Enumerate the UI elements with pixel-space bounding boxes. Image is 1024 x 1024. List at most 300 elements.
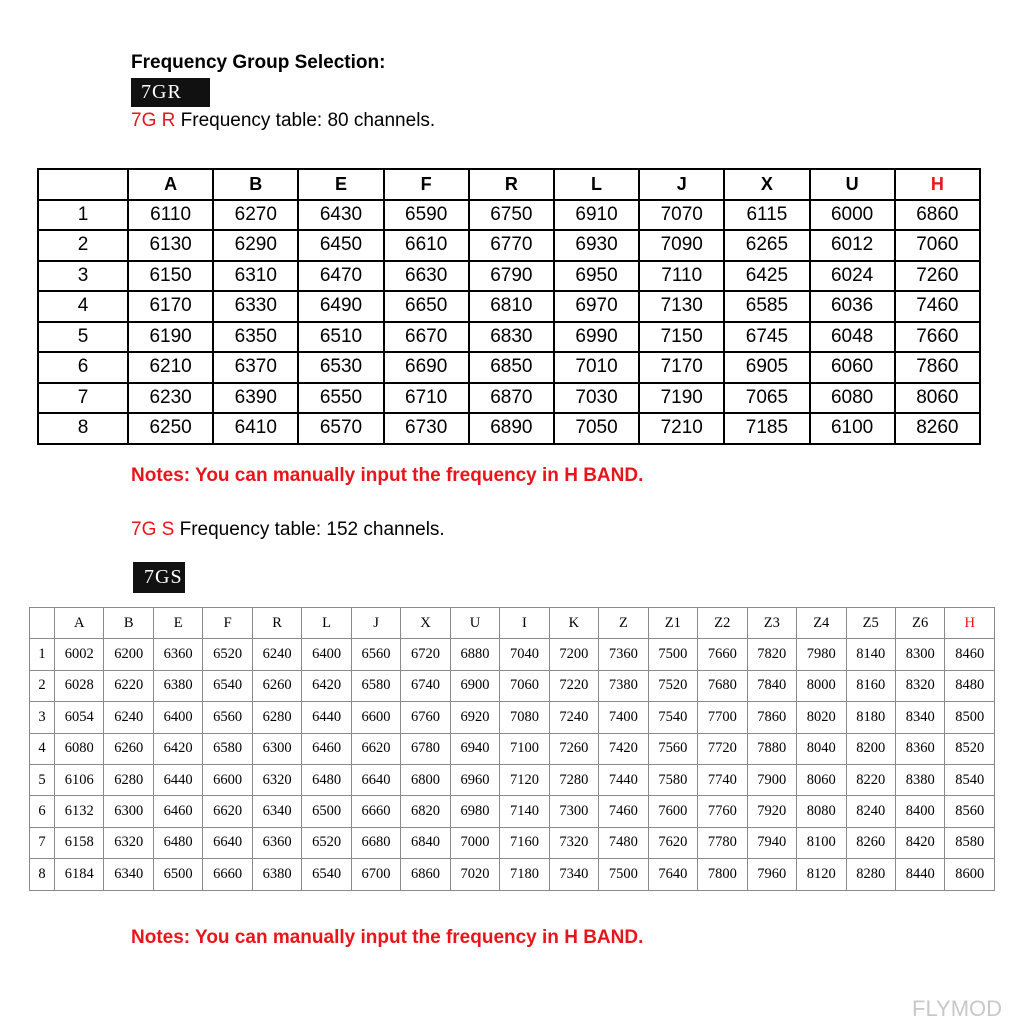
- frequency-cell: 6390: [213, 383, 298, 414]
- table-row: [30, 639, 995, 670]
- frequency-cell: 8000: [797, 670, 846, 701]
- table-row: [30, 827, 995, 858]
- frequency-cell: 6700: [351, 859, 400, 890]
- frequency-cell: 8540: [945, 764, 995, 795]
- column-header-z3: Z3: [747, 608, 796, 639]
- frequency-cell: 6440: [153, 764, 202, 795]
- frequency-cell: 8320: [895, 670, 944, 701]
- frequency-cell: 6106: [55, 764, 104, 795]
- column-header-b: B: [213, 169, 298, 200]
- frequency-cell: 6520: [203, 639, 252, 670]
- frequency-cell: 6450: [298, 230, 383, 261]
- frequency-cell: 7260: [549, 733, 598, 764]
- table-row: [38, 352, 980, 383]
- frequency-cell: 7060: [895, 230, 980, 261]
- frequency-cell: 6490: [298, 291, 383, 322]
- frequency-cell: 7380: [599, 670, 648, 701]
- frequency-cell: 8260: [846, 827, 895, 858]
- frequency-cell: 6425: [724, 261, 809, 292]
- frequency-cell: 8040: [797, 733, 846, 764]
- frequency-cell: 6930: [554, 230, 639, 261]
- frequency-cell: 6150: [128, 261, 213, 292]
- frequency-cell: 8260: [895, 413, 980, 444]
- column-header-k: K: [549, 608, 598, 639]
- frequency-cell: 6000: [810, 200, 895, 231]
- frequency-cell: 6290: [213, 230, 298, 261]
- frequency-cell: 6950: [554, 261, 639, 292]
- frequency-cell: 6820: [401, 796, 450, 827]
- frequency-cell: 6370: [213, 352, 298, 383]
- frequency-cell: 7020: [450, 859, 499, 890]
- frequency-cell: 6470: [298, 261, 383, 292]
- frequency-cell: 6690: [384, 352, 469, 383]
- frequency-cell: 6320: [104, 827, 153, 858]
- frequency-cell: 7280: [549, 764, 598, 795]
- frequency-cell: 6770: [469, 230, 554, 261]
- frequency-cell: 6610: [384, 230, 469, 261]
- frequency-cell: 6012: [810, 230, 895, 261]
- frequency-cell: 7660: [698, 639, 747, 670]
- frequency-cell: 6540: [302, 859, 351, 890]
- frequency-cell: 8480: [945, 670, 995, 701]
- frequency-cell: 6585: [724, 291, 809, 322]
- frequency-cell: 6880: [450, 639, 499, 670]
- frequency-cell: 6640: [351, 764, 400, 795]
- column-header-z5: Z5: [846, 608, 895, 639]
- table-row: [38, 200, 980, 231]
- table-row: [30, 796, 995, 827]
- frequency-cell: 6360: [252, 827, 301, 858]
- frequency-cell: 7420: [599, 733, 648, 764]
- frequency-cell: 6520: [302, 827, 351, 858]
- frequency-cell: 8380: [895, 764, 944, 795]
- frequency-cell: 6260: [104, 733, 153, 764]
- frequency-cell: 8520: [945, 733, 995, 764]
- frequency-cell: 7900: [747, 764, 796, 795]
- frequency-cell: 6840: [401, 827, 450, 858]
- frequency-cell: 6270: [213, 200, 298, 231]
- frequency-cell: 7130: [639, 291, 724, 322]
- band-r-badge: 7GR: [131, 78, 210, 107]
- frequency-cell: 7720: [698, 733, 747, 764]
- column-header-f: F: [384, 169, 469, 200]
- frequency-cell: 6900: [450, 670, 499, 701]
- frequency-cell: 7700: [698, 702, 747, 733]
- frequency-cell: 6460: [302, 733, 351, 764]
- frequency-cell: 6790: [469, 261, 554, 292]
- frequency-cell: 7110: [639, 261, 724, 292]
- frequency-cell: 6400: [153, 702, 202, 733]
- channel-number-cell: 8: [38, 413, 128, 444]
- header-corner-cell: [30, 608, 55, 639]
- frequency-cell: 6158: [55, 827, 104, 858]
- frequency-cell: 6260: [252, 670, 301, 701]
- frequency-cell: 6670: [384, 322, 469, 353]
- frequency-cell: 6440: [302, 702, 351, 733]
- frequency-cell: 6130: [128, 230, 213, 261]
- frequency-cell: 7080: [500, 702, 549, 733]
- frequency-cell: 7460: [599, 796, 648, 827]
- frequency-cell: 6780: [401, 733, 450, 764]
- column-header-e: E: [298, 169, 383, 200]
- frequency-cell: 8440: [895, 859, 944, 890]
- column-header-r: R: [252, 608, 301, 639]
- band-s-title: [131, 519, 445, 541]
- table-row: [38, 383, 980, 414]
- frequency-cell: 8400: [895, 796, 944, 827]
- frequency-cell: 7760: [698, 796, 747, 827]
- band-s-frequency-table: [29, 607, 995, 891]
- column-header-i: I: [500, 608, 549, 639]
- frequency-cell: 7500: [648, 639, 697, 670]
- frequency-cell: 6028: [55, 670, 104, 701]
- column-header-a: A: [128, 169, 213, 200]
- column-header-z4: Z4: [797, 608, 846, 639]
- frequency-cell: 6110: [128, 200, 213, 231]
- column-header-l: L: [302, 608, 351, 639]
- frequency-cell: 8360: [895, 733, 944, 764]
- frequency-cell: 6560: [351, 639, 400, 670]
- frequency-cell: 6710: [384, 383, 469, 414]
- frequency-cell: 7520: [648, 670, 697, 701]
- frequency-cell: 8120: [797, 859, 846, 890]
- frequency-cell: 6100: [810, 413, 895, 444]
- frequency-cell: 6800: [401, 764, 450, 795]
- frequency-cell: 6510: [298, 322, 383, 353]
- frequency-cell: 7920: [747, 796, 796, 827]
- frequency-cell: 6360: [153, 639, 202, 670]
- frequency-cell: 7070: [639, 200, 724, 231]
- frequency-cell: 8500: [945, 702, 995, 733]
- frequency-cell: 6890: [469, 413, 554, 444]
- frequency-cell: 7320: [549, 827, 598, 858]
- frequency-cell: 7030: [554, 383, 639, 414]
- frequency-cell: 6036: [810, 291, 895, 322]
- frequency-cell: 6600: [203, 764, 252, 795]
- frequency-cell: 6640: [203, 827, 252, 858]
- frequency-cell: 6280: [104, 764, 153, 795]
- frequency-cell: 6002: [55, 639, 104, 670]
- frequency-cell: 6870: [469, 383, 554, 414]
- channel-number-cell: 8: [30, 859, 55, 890]
- frequency-cell: 8060: [895, 383, 980, 414]
- frequency-cell: 6540: [203, 670, 252, 701]
- frequency-cell: 6980: [450, 796, 499, 827]
- frequency-cell: 7160: [500, 827, 549, 858]
- column-header-z1: Z1: [648, 608, 697, 639]
- frequency-cell: 6650: [384, 291, 469, 322]
- channel-number-cell: 3: [30, 702, 55, 733]
- column-header-u: U: [810, 169, 895, 200]
- frequency-cell: 7540: [648, 702, 697, 733]
- frequency-cell: 7360: [599, 639, 648, 670]
- frequency-cell: 6420: [302, 670, 351, 701]
- frequency-cell: 8060: [797, 764, 846, 795]
- frequency-cell: 6480: [153, 827, 202, 858]
- channel-number-cell: 6: [30, 796, 55, 827]
- table-row: [30, 702, 995, 733]
- frequency-cell: 6970: [554, 291, 639, 322]
- frequency-cell: 7340: [549, 859, 598, 890]
- frequency-cell: 8300: [895, 639, 944, 670]
- frequency-cell: 6530: [298, 352, 383, 383]
- column-header-e: E: [153, 608, 202, 639]
- frequency-cell: 7150: [639, 322, 724, 353]
- frequency-cell: 6760: [401, 702, 450, 733]
- frequency-cell: 8420: [895, 827, 944, 858]
- frequency-cell: 6048: [810, 322, 895, 353]
- frequency-cell: 6550: [298, 383, 383, 414]
- frequency-cell: 7620: [648, 827, 697, 858]
- channel-number-cell: 1: [30, 639, 55, 670]
- frequency-cell: 7185: [724, 413, 809, 444]
- channel-number-cell: 5: [30, 764, 55, 795]
- frequency-cell: 7600: [648, 796, 697, 827]
- column-header-z6: Z6: [895, 608, 944, 639]
- frequency-cell: 7140: [500, 796, 549, 827]
- column-header-x: X: [724, 169, 809, 200]
- frequency-cell: 6580: [351, 670, 400, 701]
- frequency-cell: 8460: [945, 639, 995, 670]
- frequency-cell: 6132: [55, 796, 104, 827]
- table-header-row: [38, 169, 980, 200]
- table-row: [38, 261, 980, 292]
- frequency-cell: 7010: [554, 352, 639, 383]
- channel-number-cell: 4: [30, 733, 55, 764]
- frequency-cell: 7560: [648, 733, 697, 764]
- frequency-cell: 6905: [724, 352, 809, 383]
- header-corner-cell: [38, 169, 128, 200]
- frequency-cell: 8340: [895, 702, 944, 733]
- frequency-cell: 7300: [549, 796, 598, 827]
- channel-number-cell: 7: [30, 827, 55, 858]
- frequency-cell: 7880: [747, 733, 796, 764]
- frequency-cell: 6910: [554, 200, 639, 231]
- column-header-z: Z: [599, 608, 648, 639]
- frequency-cell: 7260: [895, 261, 980, 292]
- frequency-cell: 6600: [351, 702, 400, 733]
- frequency-cell: 7820: [747, 639, 796, 670]
- column-header-f: F: [203, 608, 252, 639]
- frequency-cell: 8220: [846, 764, 895, 795]
- frequency-cell: 6560: [203, 702, 252, 733]
- frequency-cell: 6265: [724, 230, 809, 261]
- frequency-cell: 6460: [153, 796, 202, 827]
- frequency-cell: 7200: [549, 639, 598, 670]
- channel-number-cell: 4: [38, 291, 128, 322]
- frequency-cell: 6620: [203, 796, 252, 827]
- frequency-cell: 6300: [104, 796, 153, 827]
- frequency-cell: 6080: [55, 733, 104, 764]
- column-header-a: A: [55, 608, 104, 639]
- frequency-cell: 6240: [252, 639, 301, 670]
- frequency-cell: 6240: [104, 702, 153, 733]
- table-row: [30, 733, 995, 764]
- band-r-frequency-table: [37, 168, 981, 445]
- frequency-cell: 8560: [945, 796, 995, 827]
- frequency-cell: 6340: [252, 796, 301, 827]
- frequency-cell: 7120: [500, 764, 549, 795]
- channel-number-cell: 2: [38, 230, 128, 261]
- frequency-cell: 6330: [213, 291, 298, 322]
- frequency-cell: 6990: [554, 322, 639, 353]
- frequency-cell: 6060: [810, 352, 895, 383]
- column-header-h: H: [945, 608, 995, 639]
- frequency-cell: 7400: [599, 702, 648, 733]
- frequency-cell: 6500: [153, 859, 202, 890]
- frequency-cell: 7860: [895, 352, 980, 383]
- band-r-title-prefix: 7G R: [131, 110, 176, 131]
- frequency-cell: 6630: [384, 261, 469, 292]
- frequency-cell: 6590: [384, 200, 469, 231]
- frequency-cell: 6170: [128, 291, 213, 322]
- frequency-cell: 7840: [747, 670, 796, 701]
- frequency-cell: 7000: [450, 827, 499, 858]
- frequency-cell: 6410: [213, 413, 298, 444]
- band-s-note: Notes: You can manually input the frequency in H BAND.: [131, 927, 644, 948]
- frequency-cell: 6500: [302, 796, 351, 827]
- column-header-l: L: [554, 169, 639, 200]
- band-r-title-text: Frequency table: 80 channels.: [175, 110, 436, 131]
- frequency-cell: 6230: [128, 383, 213, 414]
- frequency-cell: 7680: [698, 670, 747, 701]
- frequency-cell: 7800: [698, 859, 747, 890]
- frequency-cell: 6200: [104, 639, 153, 670]
- frequency-cell: 7780: [698, 827, 747, 858]
- table-row: [38, 322, 980, 353]
- column-header-h: H: [895, 169, 980, 200]
- frequency-cell: 6810: [469, 291, 554, 322]
- table-row: [38, 291, 980, 322]
- frequency-cell: 7860: [747, 702, 796, 733]
- frequency-cell: 6184: [55, 859, 104, 890]
- channel-number-cell: 6: [38, 352, 128, 383]
- frequency-cell: 8100: [797, 827, 846, 858]
- table-row: [38, 230, 980, 261]
- frequency-cell: 8240: [846, 796, 895, 827]
- frequency-cell: 6850: [469, 352, 554, 383]
- frequency-cell: 7980: [797, 639, 846, 670]
- frequency-cell: 6750: [469, 200, 554, 231]
- frequency-cell: 6380: [153, 670, 202, 701]
- table-row: [38, 413, 980, 444]
- frequency-cell: 6580: [203, 733, 252, 764]
- frequency-cell: 6570: [298, 413, 383, 444]
- table-header-row: [30, 608, 995, 639]
- frequency-cell: 6400: [302, 639, 351, 670]
- band-s-badge: 7GS: [133, 562, 185, 593]
- frequency-cell: 6024: [810, 261, 895, 292]
- frequency-cell: 8600: [945, 859, 995, 890]
- frequency-cell: 6730: [384, 413, 469, 444]
- frequency-cell: 8020: [797, 702, 846, 733]
- frequency-cell: 8200: [846, 733, 895, 764]
- table-row: [30, 670, 995, 701]
- frequency-cell: 6680: [351, 827, 400, 858]
- frequency-cell: 7440: [599, 764, 648, 795]
- frequency-cell: 6310: [213, 261, 298, 292]
- band-s-title-text: Frequency table: 152 channels.: [174, 519, 445, 540]
- frequency-cell: 6940: [450, 733, 499, 764]
- column-header-x: X: [401, 608, 450, 639]
- frequency-cell: 7180: [500, 859, 549, 890]
- frequency-cell: 8180: [846, 702, 895, 733]
- frequency-cell: 7050: [554, 413, 639, 444]
- frequency-cell: 7940: [747, 827, 796, 858]
- frequency-cell: 6920: [450, 702, 499, 733]
- frequency-cell: 6745: [724, 322, 809, 353]
- frequency-cell: 8140: [846, 639, 895, 670]
- frequency-cell: 6740: [401, 670, 450, 701]
- frequency-cell: 7960: [747, 859, 796, 890]
- frequency-cell: 7065: [724, 383, 809, 414]
- frequency-cell: 6210: [128, 352, 213, 383]
- frequency-cell: 6280: [252, 702, 301, 733]
- column-header-b: B: [104, 608, 153, 639]
- frequency-cell: 6250: [128, 413, 213, 444]
- frequency-cell: 7500: [599, 859, 648, 890]
- channel-number-cell: 5: [38, 322, 128, 353]
- frequency-cell: 7660: [895, 322, 980, 353]
- frequency-cell: 8160: [846, 670, 895, 701]
- frequency-cell: 6960: [450, 764, 499, 795]
- frequency-cell: 6190: [128, 322, 213, 353]
- frequency-cell: 7170: [639, 352, 724, 383]
- table-row: [30, 859, 995, 890]
- column-header-j: J: [351, 608, 400, 639]
- band-s-title-prefix: 7G S: [131, 519, 175, 540]
- frequency-cell: 6380: [252, 859, 301, 890]
- frequency-cell: 7460: [895, 291, 980, 322]
- frequency-cell: 6340: [104, 859, 153, 890]
- frequency-cell: 7740: [698, 764, 747, 795]
- frequency-cell: 6860: [895, 200, 980, 231]
- frequency-cell: 6620: [351, 733, 400, 764]
- frequency-cell: 6080: [810, 383, 895, 414]
- page-heading: Frequency Group Selection:: [131, 52, 386, 73]
- frequency-cell: 8280: [846, 859, 895, 890]
- frequency-cell: 7220: [549, 670, 598, 701]
- frequency-cell: 6420: [153, 733, 202, 764]
- frequency-cell: 6054: [55, 702, 104, 733]
- frequency-cell: 7060: [500, 670, 549, 701]
- frequency-cell: 6220: [104, 670, 153, 701]
- frequency-cell: 7480: [599, 827, 648, 858]
- frequency-cell: 7190: [639, 383, 724, 414]
- frequency-cell: 8080: [797, 796, 846, 827]
- frequency-cell: 6430: [298, 200, 383, 231]
- frequency-cell: 6350: [213, 322, 298, 353]
- frequency-cell: 6660: [203, 859, 252, 890]
- frequency-cell: 6480: [302, 764, 351, 795]
- channel-number-cell: 7: [38, 383, 128, 414]
- frequency-cell: 7040: [500, 639, 549, 670]
- frequency-cell: 7580: [648, 764, 697, 795]
- watermark-logo: FLYMOD: [912, 996, 1003, 1021]
- channel-number-cell: 2: [30, 670, 55, 701]
- channel-number-cell: 1: [38, 200, 128, 231]
- frequency-cell: 6300: [252, 733, 301, 764]
- column-header-r: R: [469, 169, 554, 200]
- frequency-cell: 6830: [469, 322, 554, 353]
- band-r-note: Notes: You can manually input the frequency in H BAND.: [131, 465, 644, 486]
- column-header-u: U: [450, 608, 499, 639]
- column-header-j: J: [639, 169, 724, 200]
- table-row: [30, 764, 995, 795]
- channel-number-cell: 3: [38, 261, 128, 292]
- frequency-cell: 6860: [401, 859, 450, 890]
- column-header-z2: Z2: [698, 608, 747, 639]
